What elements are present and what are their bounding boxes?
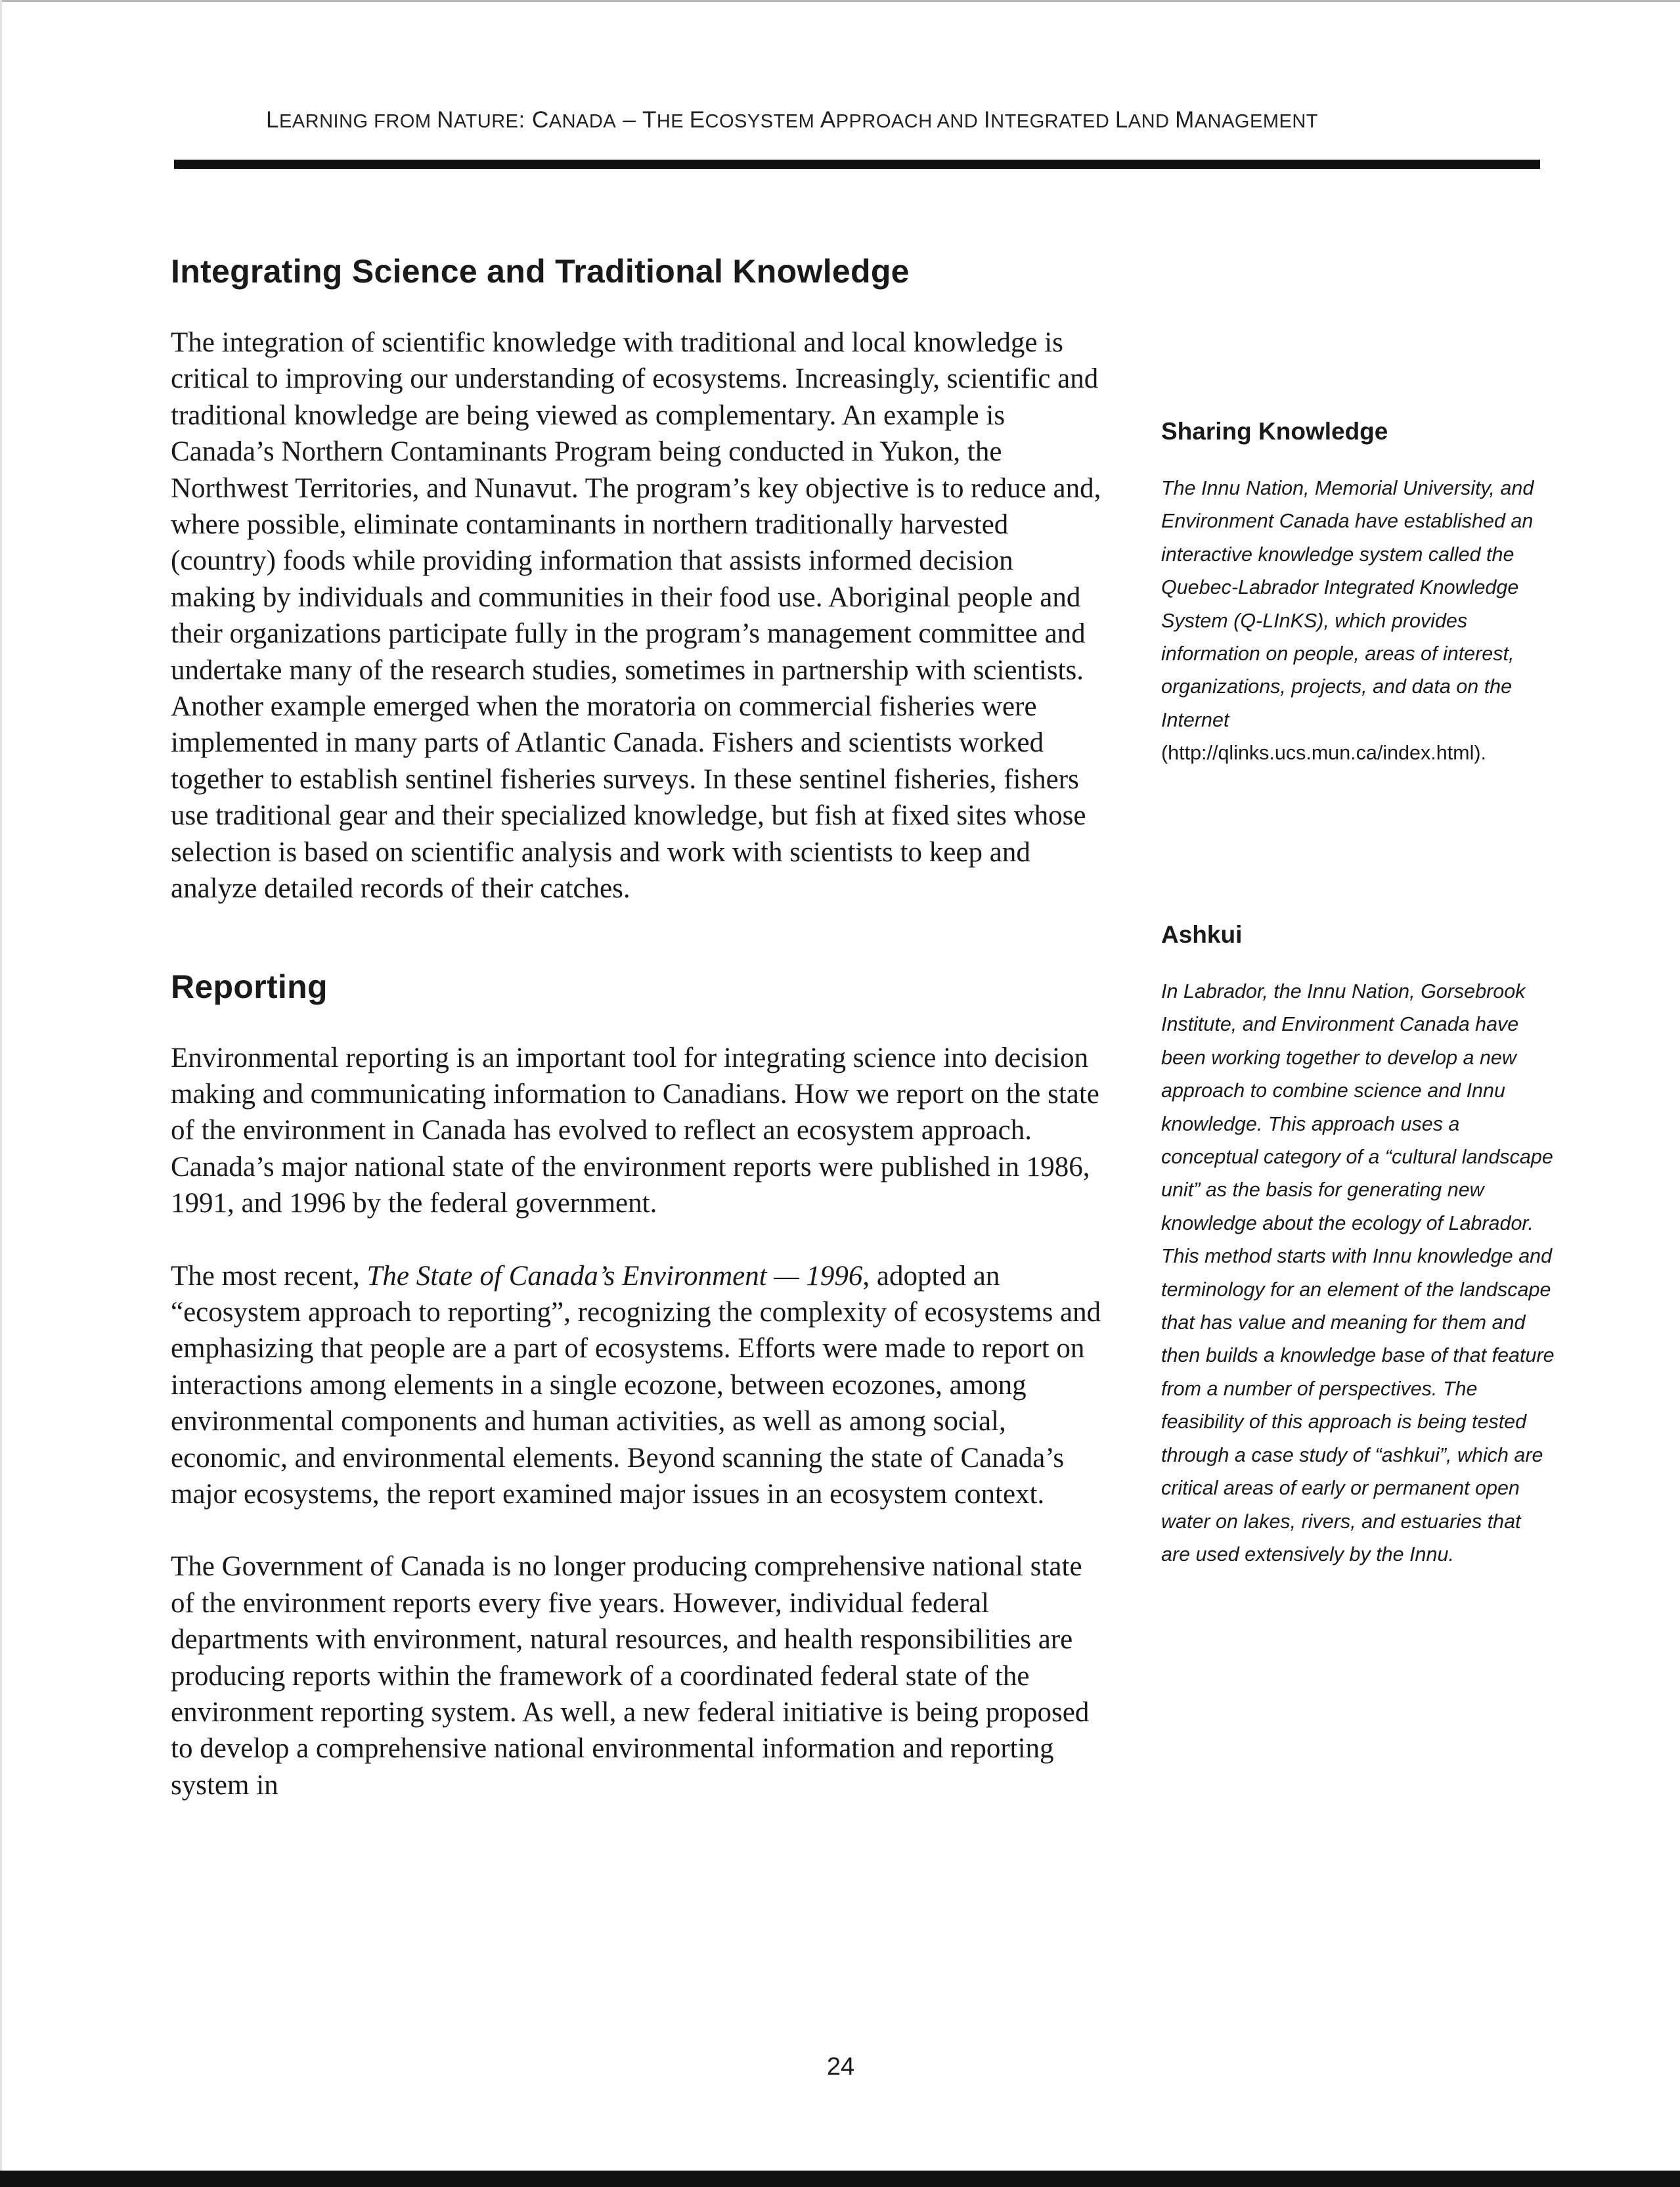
header-text-part: L bbox=[266, 107, 279, 133]
header-text-part: COSYSTEM bbox=[705, 111, 820, 132]
header-text-part: I bbox=[983, 107, 991, 133]
report-title: The State of Canada’s Environment — 1996 bbox=[366, 1260, 863, 1292]
page-number: 24 bbox=[826, 2053, 855, 2081]
header-text-part: L bbox=[1115, 107, 1128, 133]
reporting-paragraph-2 bbox=[171, 1258, 1103, 1513]
sidebar-heading-ashkui: Ashkui bbox=[1161, 921, 1243, 948]
header-text-part: – bbox=[616, 107, 642, 133]
header-text-part: HE bbox=[656, 111, 690, 132]
header-text-part: N bbox=[437, 107, 454, 133]
header-text-part: PPROACH AND bbox=[835, 111, 984, 132]
section-heading-reporting: Reporting bbox=[171, 968, 328, 1005]
reporting-paragraph-1: Environmental reporting is an important tool for integrating science into decision making and communicating information to Canadians. How we report on the state of the environment in Canada has evolved to reflect an ecosystem approach. Canada’s major national state of the environment reports were published in 1986, 1991, and 1996 by the federal government. bbox=[171, 1042, 1099, 1219]
running-header bbox=[266, 107, 1514, 133]
section-heading-integrating: Integrating Science and Traditional Knowledge bbox=[171, 253, 910, 290]
integrating-paragraph: The integration of scientific knowledge with traditional and local knowledge is critical to improving our understanding of ecosystems. Increasingly, scientific and traditional knowledge are being viewed as complementary. An example is Canada’s Northern Contaminants Program being conducted in Yukon, the Northwest Territories, and Nunavut. The program’s key objective is to reduce and, where possible, eliminate contaminants in northern traditionally harvested (country) foods while providing information that assists informed decision making by individuals and communities in their food use. Aboriginal people and their organizations participate fully in the program’s management committee and undertake many of the research studies, sometimes in partnership with scientists. Another example emerged when the moratoria on commercial fisheries were implemented in many parts of Atlantic Canada. Fishers and scientists worked together to establish sentinel fisheries surveys. In these sentinel fisheries, fishers use traditional gear and their specialized knowledge, but fish at fixed sites whose selection is based on scientific analysis and work with scientists to keep and analyze detailed records of their catches. bbox=[171, 327, 1101, 905]
header-text-part: E bbox=[689, 107, 705, 133]
sidebar-text-sharing bbox=[1161, 472, 1555, 770]
scan-edge-left bbox=[0, 0, 2, 2187]
header-text-part: ANADA bbox=[548, 111, 617, 132]
header-text-part: M bbox=[1175, 107, 1195, 133]
header-text-part: AND bbox=[1128, 111, 1176, 132]
sidebar-heading-sharing: Sharing Knowledge bbox=[1161, 418, 1388, 445]
header-text-part: T bbox=[642, 107, 657, 133]
header-text-part: EARNING FROM bbox=[278, 111, 437, 132]
sidebar-ashkui bbox=[1161, 918, 1555, 1571]
qlinks-url: (http://qlinks.ucs.mun.ca/index.html). bbox=[1161, 742, 1486, 765]
header-rule bbox=[174, 160, 1540, 169]
header-text-part: C bbox=[531, 107, 549, 133]
main-column bbox=[171, 248, 1103, 1803]
scan-edge-top bbox=[0, 0, 1680, 2]
sidebar-sharing-knowledge bbox=[1161, 415, 1555, 770]
header-text-part: A bbox=[820, 107, 836, 133]
sharing-body: The Innu Nation, Memorial University, and Environment Canada have established an interactive knowledge system called the Quebec-Labrador Integrated Knowledge System (Q-LInKS), which provides information on people, areas of interest, organizations, projects, and data on the Internet bbox=[1161, 477, 1534, 731]
header-text-part: NTEGRATED bbox=[990, 111, 1115, 132]
sidebar-text-ashkui: In Labrador, the Innu Nation, Gorsebrook Institute, and Environment Canada have been working together to develop a new approach to combine science and Innu knowledge. This approach uses a conceptual category of a “cultural landscape unit” as the basis for generating new knowledge about the ecology of Labrador. This method starts with Innu knowledge and terminology for an element of the landscape that has value and meaning for them and then builds a knowledge base of that feature from a number of perspectives. The feasibility of this approach is being tested through a case study of “ashkui”, which are critical areas of early or permanent open water on lakes, rivers, and estuaries that are used extensively by the Innu. bbox=[1161, 980, 1555, 1566]
scan-edge-bottom bbox=[0, 2171, 1680, 2187]
reporting-paragraph-3: The Government of Canada is no longer producing comprehensive national state of the environment reports every five years. However, individual federal departments with environment, natural resources, and health responsibilities are producing reports within the framework of a coordinated federal state of the environment reporting system. As well, a new federal initiative is being proposed to develop a comprehensive national environmental information and reporting system in bbox=[171, 1551, 1090, 1801]
header-text-part: ANAGEMENT bbox=[1194, 111, 1318, 132]
reporting-p2-rest: , adopted an “ecosystem approach to reporting”, recognizing the complexity of ecosystems and emphasizing that people are a part of ecosystems. Efforts were made to report on interactions among elements in a single ecozone, between ecozones, among environmental components and human activities, as well as among social, economic, and environmental elements. Beyond scanning the state of Canada’s major ecosystems, the report examined major issues in an ecosystem context. bbox=[171, 1260, 1101, 1510]
reporting-p2-lead: The most recent, bbox=[171, 1260, 367, 1292]
header-text-part: : bbox=[518, 107, 532, 133]
header-text-part: ATURE bbox=[453, 111, 519, 132]
